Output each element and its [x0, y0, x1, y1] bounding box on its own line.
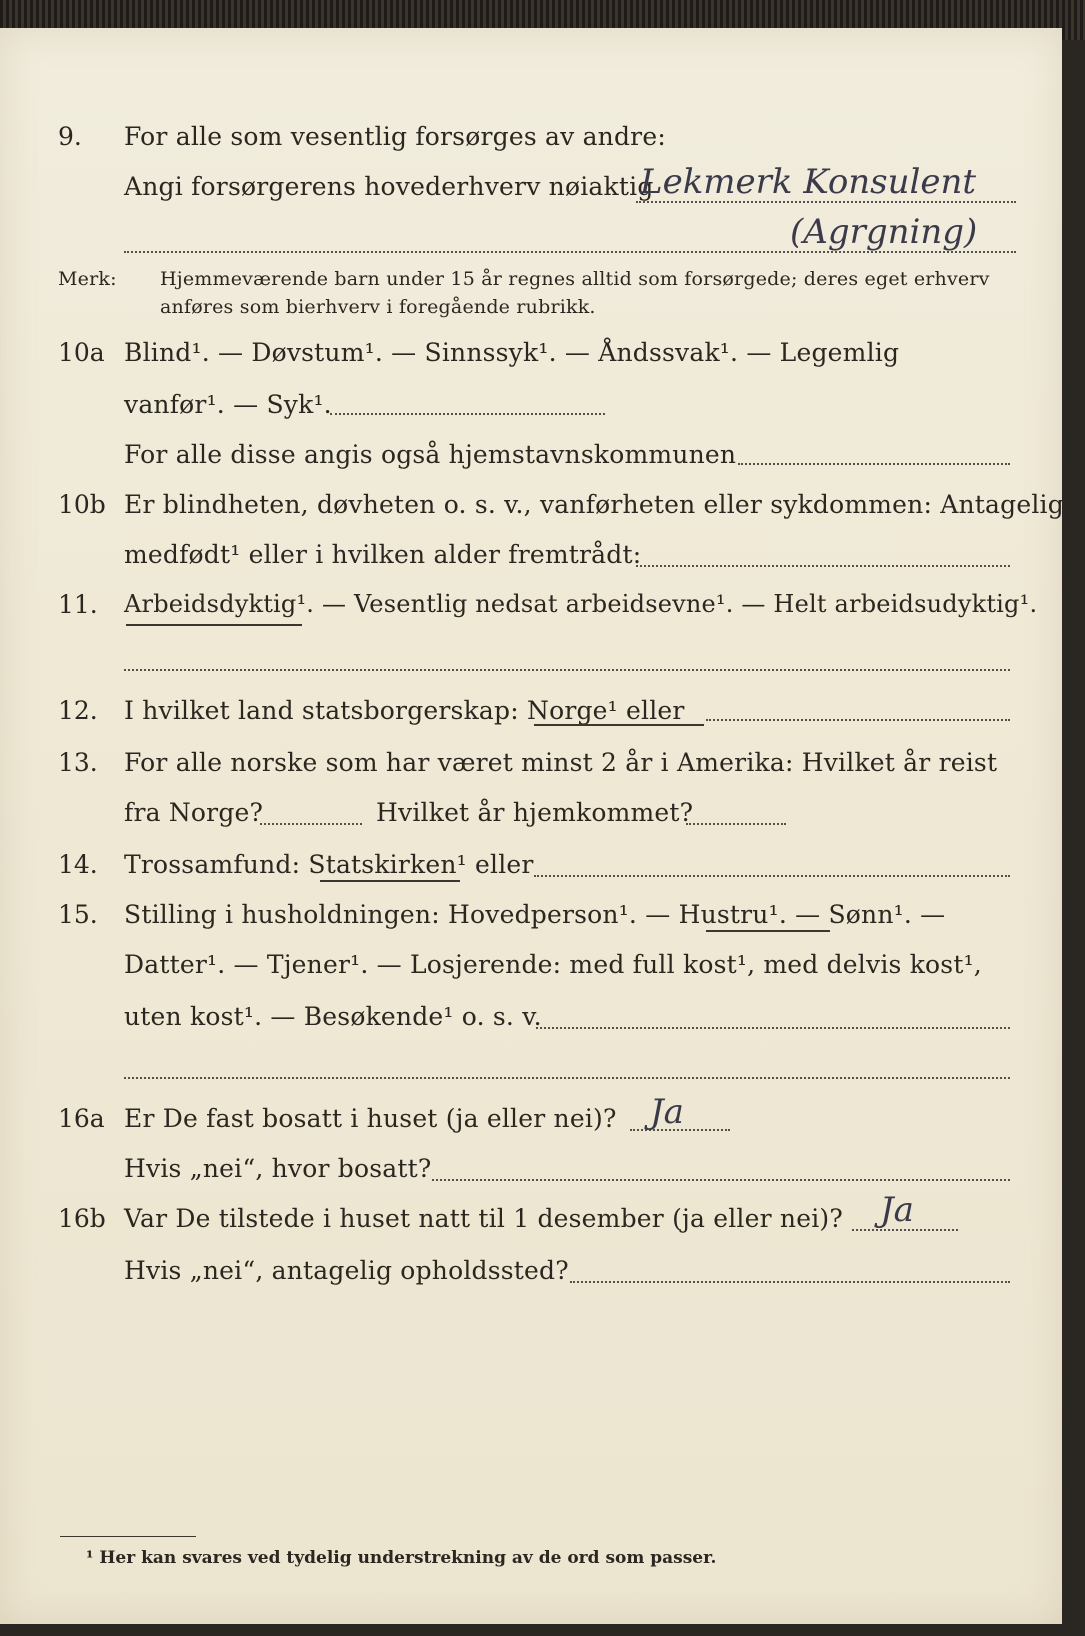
handwritten-answer: Ja	[650, 1092, 684, 1132]
question-number: 9.	[58, 122, 82, 151]
question-text: For alle som vesentlig forsørges av andre:	[124, 122, 666, 151]
question-number: 10a	[58, 338, 105, 367]
footnote-rule	[60, 1536, 196, 1537]
answer-line	[124, 1076, 1010, 1079]
question-number: 14.	[58, 850, 98, 879]
answer-line	[636, 564, 1010, 567]
answer-line	[706, 718, 1010, 721]
answer-line	[738, 462, 1010, 465]
handwritten-answer: Ja	[880, 1190, 914, 1230]
question-text: fra Norge?	[124, 798, 264, 827]
question-number: 12.	[58, 696, 98, 725]
question-text: For alle norske som har været minst 2 år i Amerika: Hvilket år reist	[124, 748, 998, 777]
question-number: 15.	[58, 900, 98, 929]
question-number: 16b	[58, 1204, 106, 1233]
answer-line	[536, 1026, 1010, 1029]
question-text: Er De fast bosatt i huset (ja eller nei)?	[124, 1104, 617, 1133]
underline-mark	[706, 930, 830, 932]
underline-mark	[320, 880, 460, 882]
question-text: Var De tilstede i huset natt til 1 desember (ja eller nei)?	[124, 1204, 843, 1233]
answer-line	[534, 874, 1010, 877]
note-text: Hjemmeværende barn under 15 år regnes alltid som forsørgede; deres eget erhverv	[160, 268, 990, 290]
question-number: 10b	[58, 490, 106, 519]
question-text: vanfør¹. — Syk¹.	[124, 390, 332, 419]
answer-line	[570, 1280, 1010, 1283]
handwritten-answer: Lekmerk Konsulent	[640, 162, 977, 202]
question-text: Blind¹. — Døvstum¹. — Sinnssyk¹. — Åndssvak¹. — Legemlig	[124, 338, 900, 367]
question-text: I hvilket land statsborgerskap: Norge¹ eller	[124, 696, 685, 725]
underline-mark	[126, 624, 302, 626]
question-text: Angi forsørgerens hovederhverv nøiaktig	[124, 172, 654, 201]
question-text: Datter¹. — Tjener¹. — Losjerende: med full kost¹, med delvis kost¹,	[124, 950, 982, 979]
question-text: Hvis „nei“, antagelig opholdssted?	[124, 1256, 569, 1285]
underline-mark	[534, 724, 704, 726]
question-text: uten kost¹. — Besøkende¹ o. s. v.	[124, 1002, 542, 1031]
question-text: Stilling i husholdningen: Hovedperson¹. — Hustru¹. — Sønn¹. —	[124, 900, 946, 929]
question-text: For alle disse angis også hjemstavnskommunen	[124, 440, 737, 469]
question-number: 11.	[58, 590, 98, 619]
answer-line	[330, 412, 605, 415]
note-label: Merk:	[58, 268, 117, 290]
note-text: anføres som bierhverv i foregående rubrikk.	[160, 296, 596, 318]
handwritten-answer: (Agrgning)	[790, 212, 978, 252]
answer-line	[260, 822, 362, 825]
question-text: Er blindheten, døvheten o. s. v., vanførheten eller sykdommen: Antagelig	[124, 490, 1064, 519]
question-text: Trossamfund: Statskirken¹ eller	[124, 850, 534, 879]
question-text: Hvilket år hjemkommet?	[376, 798, 694, 827]
question-text: Hvis „nei“, hvor bosatt?	[124, 1154, 432, 1183]
answer-line	[124, 668, 1010, 671]
question-number: 13.	[58, 748, 98, 777]
footnote: ¹ Her kan svares ved tydelig understrekning av de ord som passer.	[86, 1548, 717, 1568]
question-text: medfødt¹ eller i hvilken alder fremtrådt:	[124, 540, 642, 569]
question-text: Arbeidsdyktig¹. — Vesentlig nedsat arbeidsevne¹. — Helt arbeidsudyktig¹.	[124, 590, 1038, 618]
question-number: 16a	[58, 1104, 105, 1133]
answer-line	[686, 822, 786, 825]
answer-line	[432, 1178, 1010, 1181]
